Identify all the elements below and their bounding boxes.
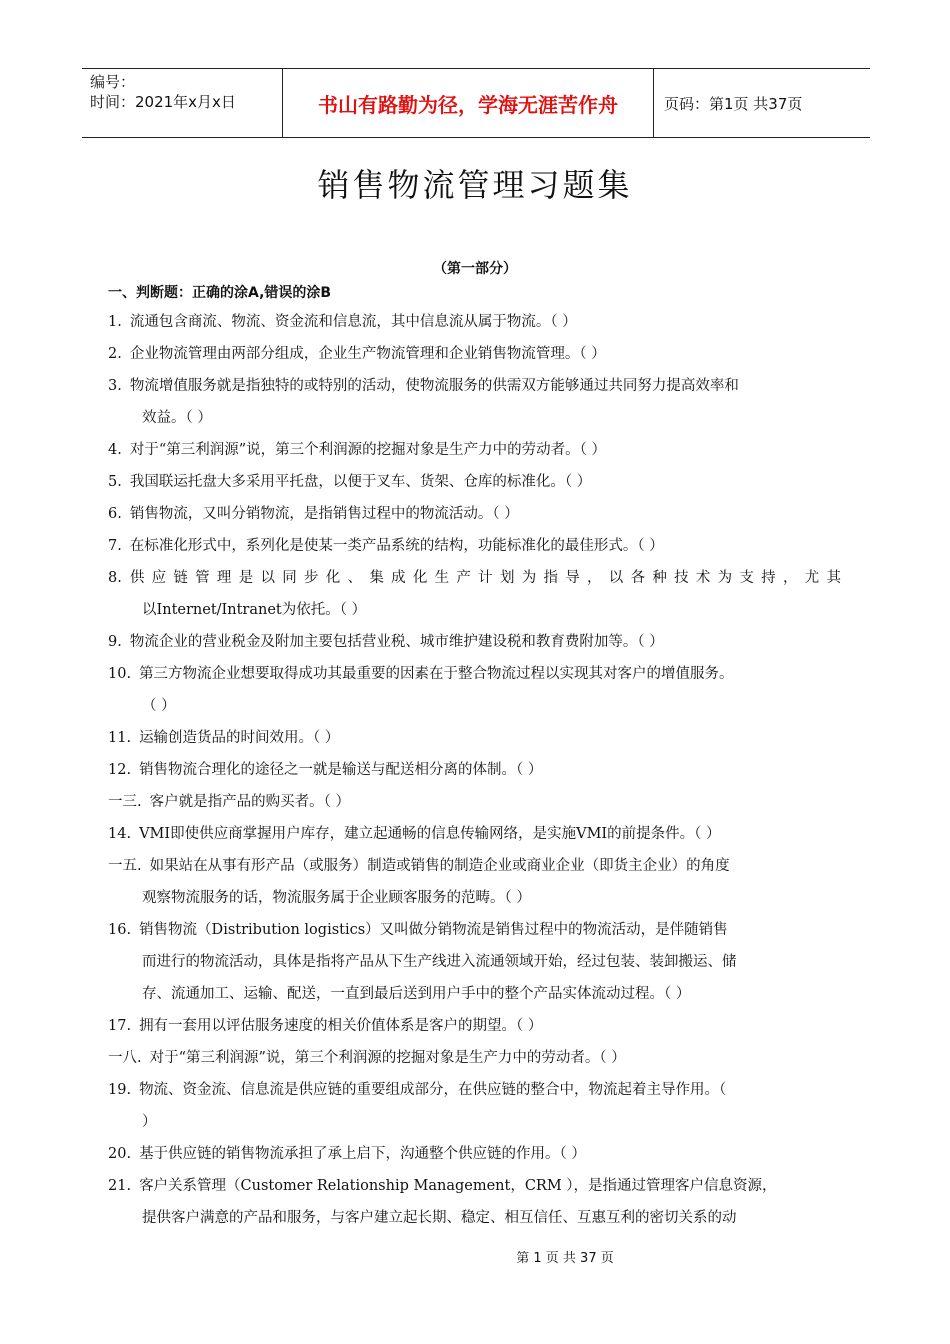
page-header bbox=[82, 68, 870, 138]
question-text: 拥有一套用以评估服务速度的相关价值体系是客户的期望。（ ） bbox=[139, 1018, 543, 1034]
question-item bbox=[108, 370, 843, 434]
question-item bbox=[108, 1074, 843, 1138]
question-text: 运输创造货品的时间效用。（ ） bbox=[139, 730, 340, 746]
question-text: VMI即使供应商掌握用户库存，建立起通畅的信息传输网络，是实施VMI的前提条件。（ ） bbox=[139, 826, 721, 842]
question-text: 我国联运托盘大多采用平托盘，以便于叉车、货架、仓库的标准化。（ ） bbox=[129, 474, 592, 490]
question-text: 客户关系管理（Customer Relationship Management，CRM ），是指通过管理客户信息资源， bbox=[139, 1178, 777, 1194]
question-text: 销售物流，又叫分销物流，是指销售过程中的物流活动。（ ） bbox=[129, 506, 519, 522]
page-footer: 第 1 页 共 37 页 bbox=[516, 1251, 614, 1266]
question-text: 而进行的物流活动，具体是指将产品从下生产线进入流通领域开始，经过包装、装卸搬运、储 bbox=[142, 954, 737, 970]
question-number: 16. bbox=[108, 922, 132, 938]
question-number: 14. bbox=[108, 826, 132, 842]
question-number: 19. bbox=[108, 1082, 132, 1098]
question-number: 17. bbox=[108, 1018, 132, 1034]
question-number: 7. bbox=[108, 538, 122, 554]
section-heading: 一、判断题：正确的涂A,错误的涂B bbox=[108, 285, 332, 301]
question-item bbox=[108, 530, 843, 562]
question-text: 物流增值服务就是指独特的或特别的活动，使物流服务的供需双方能够通过共同努力提高效率和 bbox=[129, 378, 739, 394]
question-item bbox=[108, 1138, 843, 1170]
question-text: 效益。（ ） bbox=[142, 410, 212, 426]
question-text: ） bbox=[142, 1114, 157, 1130]
question-number: 一八. bbox=[108, 1050, 142, 1066]
question-list bbox=[108, 306, 843, 1234]
question-text: 观察物流服务的话，物流服务属于企业顾客服务的范畴。（ ） bbox=[142, 890, 531, 906]
question-item bbox=[108, 338, 843, 370]
document-title: 销售物流管理习题集 bbox=[317, 166, 633, 204]
question-number: 10. bbox=[108, 666, 132, 682]
question-number: 8. bbox=[108, 570, 122, 586]
question-text: 流通包含商流、物流、资金流和信息流，其中信息流从属于物流。（ ） bbox=[129, 314, 577, 330]
question-text: 企业物流管理由两部分组成，企业生产物流管理和企业销售物流管理。（ ） bbox=[129, 346, 606, 362]
question-item bbox=[108, 850, 843, 914]
question-number: 2. bbox=[108, 346, 122, 362]
question-number: 12. bbox=[108, 762, 132, 778]
question-item bbox=[108, 914, 843, 1010]
question-text: 客户就是指产品的购买者。（ ） bbox=[149, 794, 350, 810]
question-item bbox=[108, 658, 843, 722]
question-item bbox=[108, 498, 843, 530]
header-page-info: 页码：第1页 共37页 bbox=[664, 94, 803, 113]
question-item bbox=[108, 1170, 843, 1234]
question-text: 如果站在从事有形产品（或服务）制造或销售的制造企业或商业企业（即货主企业）的角度 bbox=[149, 858, 730, 874]
code-label: 编号： bbox=[90, 73, 136, 91]
question-text: 对于“第三利润源”说，第三个利润源的挖掘对象是生产力中的劳动者。（ ） bbox=[129, 442, 607, 458]
question-number: 11. bbox=[108, 730, 132, 746]
question-text: 销售物流合理化的途径之一就是输送与配送相分离的体制。（ ） bbox=[139, 762, 543, 778]
question-item bbox=[108, 306, 843, 338]
question-text: 存、流通加工、运输、配送，一直到最后送到用户手中的整个产品实体流动过程。（ ） bbox=[142, 986, 691, 1002]
part-label: （第一部分） bbox=[433, 261, 517, 277]
question-item bbox=[108, 722, 843, 754]
question-number: 1. bbox=[108, 314, 122, 330]
question-item bbox=[108, 754, 843, 786]
question-text: 供应链管理是以同步化、集成化生产计划为指导，以各种技术为支持，尤其 bbox=[129, 570, 843, 586]
time-label: 时间：2021年x月x日 bbox=[90, 93, 236, 111]
question-item bbox=[108, 562, 843, 626]
question-number: 9. bbox=[108, 634, 122, 650]
question-number: 3. bbox=[108, 378, 122, 394]
question-item bbox=[108, 1010, 843, 1042]
question-text: 提供客户满意的产品和服务，与客户建立起长期、稳定、相互信任、互惠互利的密切关系的动 bbox=[142, 1210, 737, 1226]
question-number: 一五. bbox=[108, 858, 142, 874]
question-text: 物流、资金流、信息流是供应链的重要组成部分，在供应链的整合中，物流起着主导作用。（ bbox=[139, 1082, 727, 1098]
question-item bbox=[108, 1042, 843, 1074]
question-number: 20. bbox=[108, 1146, 132, 1162]
question-number: 一三. bbox=[108, 794, 142, 810]
question-number: 21. bbox=[108, 1178, 132, 1194]
question-text: 在标准化形式中，系列化是使某一类产品系统的结构，功能标准化的最佳形式。（ ） bbox=[129, 538, 664, 554]
header-meta bbox=[82, 69, 282, 137]
question-item bbox=[108, 626, 843, 658]
question-text: （ ） bbox=[142, 698, 176, 714]
question-text: 对于“第三利润源”说，第三个利润源的挖掘对象是生产力中的劳动者。（ ） bbox=[149, 1050, 626, 1066]
question-number: 5. bbox=[108, 474, 122, 490]
question-item bbox=[108, 786, 843, 818]
question-text: 销售物流（Distribution logistics）又叫做分销物流是销售过程中的物流活动，是伴随销售 bbox=[139, 922, 728, 938]
header-motto: 书山有路勤为径，学海无涯苦作舟 bbox=[282, 69, 654, 137]
question-text: 以Internet/Intranet为依托。（ ） bbox=[142, 602, 367, 618]
question-item bbox=[108, 434, 843, 466]
question-item bbox=[108, 818, 843, 850]
question-text: 基于供应链的销售物流承担了承上启下，沟通整个供应链的作用。（ ） bbox=[139, 1146, 586, 1162]
question-number: 6. bbox=[108, 506, 122, 522]
question-number: 4. bbox=[108, 442, 122, 458]
question-item bbox=[108, 466, 843, 498]
question-text: 第三方物流企业想要取得成功其最重要的因素在于整合物流过程以实现其对客户的增值服务。 bbox=[139, 666, 734, 682]
question-text: 物流企业的营业税金及附加主要包括营业税、城市维护建设税和教育费附加等。（ ） bbox=[129, 634, 664, 650]
